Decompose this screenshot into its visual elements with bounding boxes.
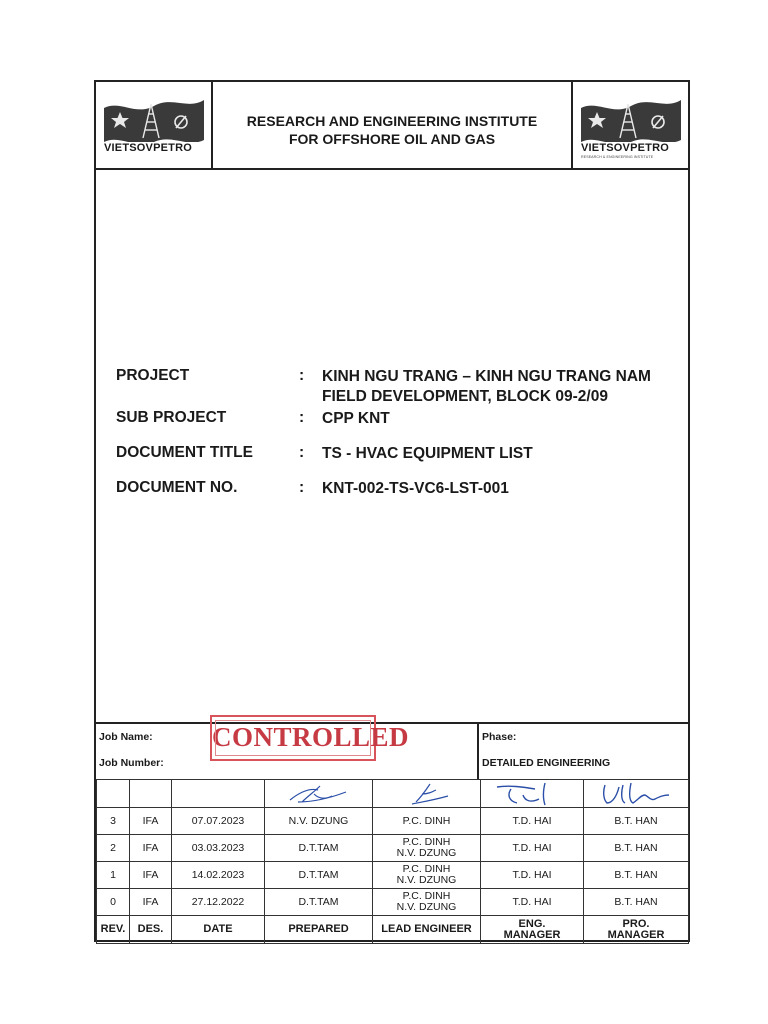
project-row (116, 367, 686, 409)
organization-name (213, 112, 571, 148)
signature-cell (481, 780, 584, 808)
date-header: DATE (172, 916, 265, 944)
eng-manager-cell: T.D. HAI (481, 835, 584, 862)
document-title-label: DOCUMENT TITLE (116, 444, 253, 461)
subproject-label: SUB PROJECT (116, 409, 227, 426)
document-number-row (116, 479, 686, 514)
pro-manager-cell: B.T. HAN (584, 862, 689, 889)
lead-engineer-cell (373, 889, 481, 916)
signature-cell (97, 780, 130, 808)
colon: : (299, 479, 305, 496)
eng-manager-header-line2: MANAGER (503, 928, 561, 941)
revision-row (97, 862, 689, 889)
lead-engineer-cell (373, 862, 481, 889)
colon: : (299, 367, 305, 384)
logo-brand-text: VIETSOVPETRO (581, 142, 669, 154)
pro-manager-header (584, 916, 689, 944)
org-name-line2: FOR OFFSHORE OIL AND GAS (288, 131, 496, 147)
eng-manager-cell: T.D. HAI (481, 889, 584, 916)
project-value-line2: FIELD DEVELOPMENT, BLOCK 09-2/09 (322, 388, 608, 405)
project-label: PROJECT (116, 367, 190, 384)
company-logo-right (571, 82, 688, 168)
rev-cell: 3 (97, 808, 130, 835)
org-name-line1: RESEARCH AND ENGINEERING INSTITUTE (246, 113, 538, 129)
prepared-cell: D.T.TAM (265, 889, 373, 916)
lead-engineer-signature-icon (392, 782, 462, 806)
signature-cell (584, 780, 689, 808)
signature-cell (172, 780, 265, 808)
signature-cell (265, 780, 373, 808)
project-value-line1: KINH NGU TRANG – KINH NGU TRANG NAM (322, 368, 651, 385)
column-header-row (97, 916, 689, 944)
pro-manager-cell: B.T. HAN (584, 835, 689, 862)
date-cell: 14.02.2023 (172, 862, 265, 889)
pro-manager-signature-icon (591, 781, 681, 807)
eng-manager-signature-icon (487, 781, 577, 807)
rev-header: REV. (97, 916, 130, 944)
des-cell: IFA (130, 889, 172, 916)
subproject-row (116, 409, 686, 444)
stamp-inner-border (215, 720, 371, 756)
document-metadata (116, 367, 686, 514)
revision-row (97, 889, 689, 916)
lead-engineer-line1: P.C. DINH (402, 890, 451, 902)
document-title-value: TS - HVAC EQUIPMENT LIST (322, 445, 533, 462)
prepared-signature-icon (284, 782, 354, 806)
des-header: DES. (130, 916, 172, 944)
des-cell: IFA (130, 862, 172, 889)
company-logo-left (96, 82, 213, 168)
revision-row (97, 835, 689, 862)
colon: : (299, 409, 305, 426)
date-cell: 07.07.2023 (172, 808, 265, 835)
pro-manager-cell: B.T. HAN (584, 808, 689, 835)
document-frame (94, 80, 690, 942)
document-title-row (116, 444, 686, 479)
lead-engineer-cell (373, 835, 481, 862)
lead-engineer-line2: N.V. DZUNG (396, 901, 457, 913)
job-number-label: Job Number: (99, 757, 164, 769)
rev-cell: 0 (97, 889, 130, 916)
document-number-value: KNT-002-TS-VC6-LST-001 (322, 480, 509, 497)
pro-manager-cell: B.T. HAN (584, 889, 689, 916)
title-block-header (96, 82, 688, 170)
signature-cell (373, 780, 481, 808)
stamp-text: CONTROLLED (212, 722, 410, 752)
eng-manager-cell: T.D. HAI (481, 862, 584, 889)
prepared-cell: N.V. DZUNG (265, 808, 373, 835)
signature-cell (130, 780, 172, 808)
revision-block (96, 722, 688, 942)
document-number-label: DOCUMENT NO. (116, 479, 238, 496)
logo-brand-text: VIETSOVPETRO (104, 142, 192, 154)
revision-row (97, 808, 689, 835)
pro-manager-header-line1: PRO. (622, 917, 650, 930)
project-value (322, 367, 692, 407)
lead-engineer-line2: N.V. DZUNG (396, 847, 457, 859)
lead-engineer-line1: P.C. DINH (402, 836, 451, 848)
phase-value: DETAILED ENGINEERING (482, 757, 611, 769)
rev-cell: 1 (97, 862, 130, 889)
revision-table (96, 779, 689, 944)
date-cell: 27.12.2022 (172, 889, 265, 916)
prepared-cell: D.T.TAM (265, 862, 373, 889)
controlled-stamp (210, 715, 410, 761)
phase-divider (477, 724, 479, 779)
eng-manager-header (481, 916, 584, 944)
eng-manager-cell: T.D. HAI (481, 808, 584, 835)
pro-manager-header-line2: MANAGER (607, 928, 665, 941)
lead-engineer-cell: P.C. DINH (373, 808, 481, 835)
lead-engineer-line2: N.V. DZUNG (396, 874, 457, 886)
des-cell: IFA (130, 835, 172, 862)
rev-cell: 2 (97, 835, 130, 862)
subproject-value: CPP KNT (322, 410, 390, 427)
date-cell: 03.03.2023 (172, 835, 265, 862)
eng-manager-header-line1: ENG. (518, 917, 546, 930)
signature-row (97, 780, 689, 808)
phase-label: Phase: (482, 731, 517, 743)
flag-derrick-logo-icon (102, 90, 206, 142)
lead-engineer-header: LEAD ENGINEER (373, 916, 481, 944)
job-name-label: Job Name: (99, 731, 153, 743)
logo-subtitle-text: RESEARCH & ENGINEERING INSTITUTE (581, 155, 654, 159)
colon: : (299, 444, 305, 461)
flag-derrick-logo-icon (579, 90, 683, 142)
lead-engineer-line1: P.C. DINH (402, 863, 451, 875)
prepared-header: PREPARED (265, 916, 373, 944)
prepared-cell: D.T.TAM (265, 835, 373, 862)
des-cell: IFA (130, 808, 172, 835)
